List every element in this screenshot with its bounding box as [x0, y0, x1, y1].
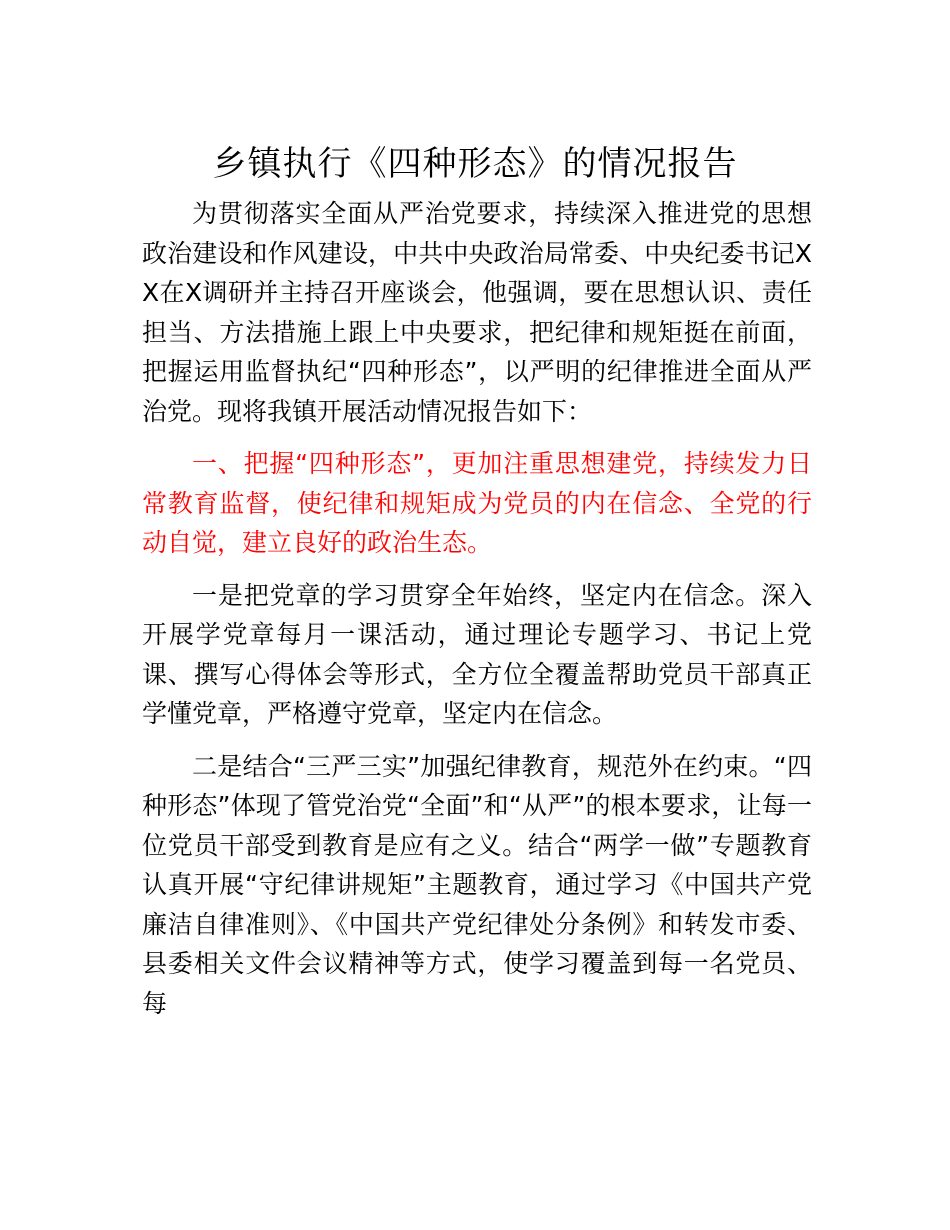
document-title: 乡镇执行《四种形态》的情况报告	[212, 144, 738, 184]
paragraph-intro: 为贯彻落实全面从严治党要求，持续深入推进党的思想政治建设和作风建设，中共中央政治局常委、中央纪委书记XX在X调研并主持召开座谈会，他强调，要在思想认识、责任担当、方法措施上跟上中央要求，把纪律和规矩挺在前面，把握运用监督执纪“四种形态”，以严明的纪律推进全面从严治党。现将我镇开展活动情况报告如下：	[142, 199, 812, 426]
paragraph-section-heading: 一、把握“四种形态”，更加注重思想建党，持续发力日常教育监督，使纪律和规矩成为党员的内在信念、全党的行动自觉，建立良好的政治生态。	[142, 449, 812, 557]
paragraph-point-two: 二是结合“三严三实”加强纪律教育，规范外在约束。“四种形态”体现了管党治党“全面”和“从严”的根本要求，让每一位党员干部受到教育是应有之义。结合“两学一做”专题教育认真开展“守纪律讲规矩”主题教育，通过学习《中国共产党廉洁自律准则》、《中国共产党纪律处分条例》和转发市委、县委相关文件会议精神等方式，使学习覆盖到每一名党员、每	[142, 751, 812, 1018]
paragraph-point-one: 一是把党章的学习贯穿全年始终，坚定内在信念。深入开展学党章每月一课活动，通过理论专题学习、书记上党课、撰写心得体会等形式，全方位全覆盖帮助党员干部真正学懂党章，严格遵守党章，坚定内在信念。	[142, 580, 812, 728]
document-body	[142, 194, 812, 1036]
